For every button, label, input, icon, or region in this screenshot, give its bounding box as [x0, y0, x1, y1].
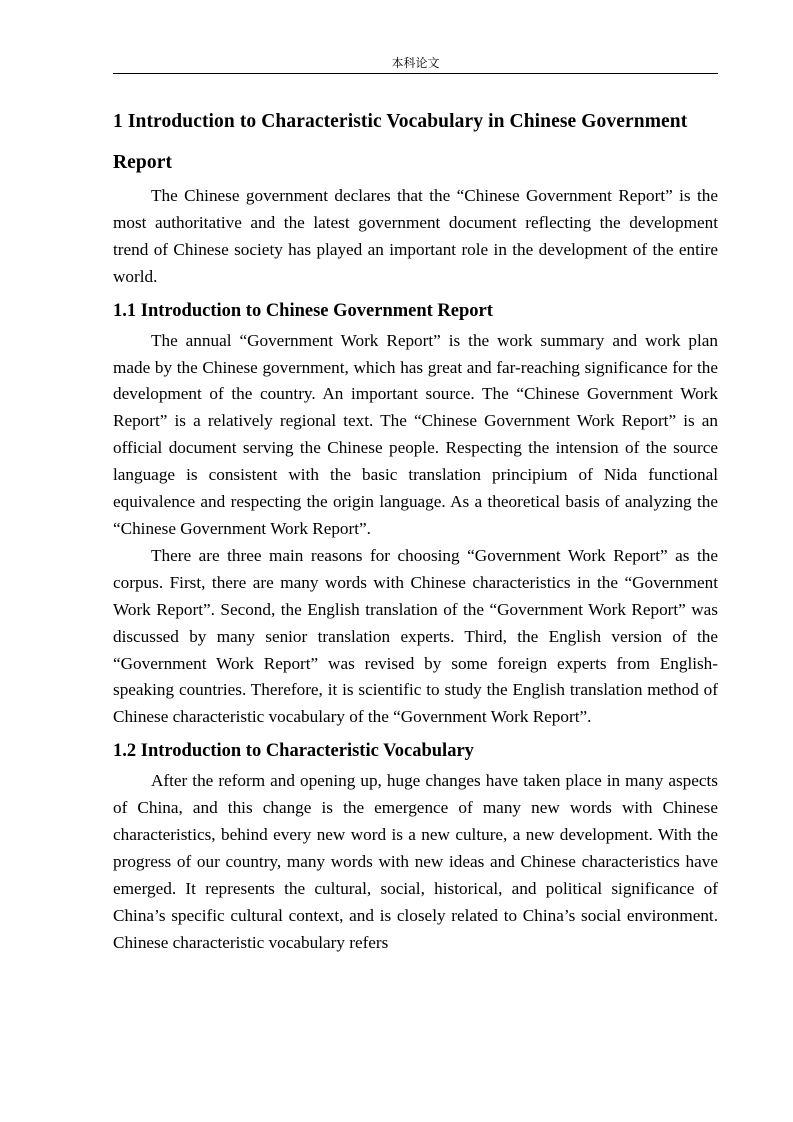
running-header: 本科论文	[391, 56, 440, 70]
document-body	[113, 101, 718, 957]
section-1-2-paragraph-1: After the reform and opening up, huge changes have taken place in many aspects of China, and this change is the emergence of many new words with Chinese characteristics, behind every new word is a new culture, a new development. With the progress of our country, many words with new ideas and Chinese characteristics have emerged. It represents the cultural, social, historical, and political significance of China’s specific cultural context, and is closely related to China’s social environment. Chinese characteristic vocabulary refers	[113, 771, 718, 952]
section-1-1-paragraph-1: The annual “Government Work Report” is the work summary and work plan made by the Chinese government, which has great and far-reaching significance for the development of the country. An important source. The “Chinese Government Work Report” is a relatively regional text. The “Chinese Government Work Report” is an official document serving the Chinese people. Respecting the intension of the source language is consistent with the basic translation principium of Nida functional equivalence and respecting the origin language. As a theoretical basis of analyzing the “Chinese Government Work Report”.	[113, 330, 718, 538]
section-heading-1-2: 1.2 Introduction to Characteristic Vocabulary	[113, 741, 474, 762]
section-1-1-paragraph-2: There are three main reasons for choosing “Government Work Report” as the corpus. First, there are many words with Chinese characteristics in the “Government Work Report”. Second, the English translation of the “Government Work Report” was discussed by many senior translation experts. Third, the English version of the “Government Work Report” was revised by some foreign experts from English-speaking countries. Therefore, it is scientific to study the English translation method of Chinese characteristic vocabulary of the “Government Work Report”.	[113, 545, 718, 727]
header-rule	[113, 73, 718, 74]
section-1-paragraph-1: The Chinese government declares that the “Chinese Government Report” is the most authoritative and the latest government document reflecting the development trend of Chinese society has played an important role in the development of the entire world.	[113, 186, 718, 286]
section-heading-1-1: 1.1 Introduction to Chinese Government Report	[113, 300, 493, 321]
section-heading-1: 1 Introduction to Characteristic Vocabulary in Chinese Government Report	[113, 111, 688, 173]
